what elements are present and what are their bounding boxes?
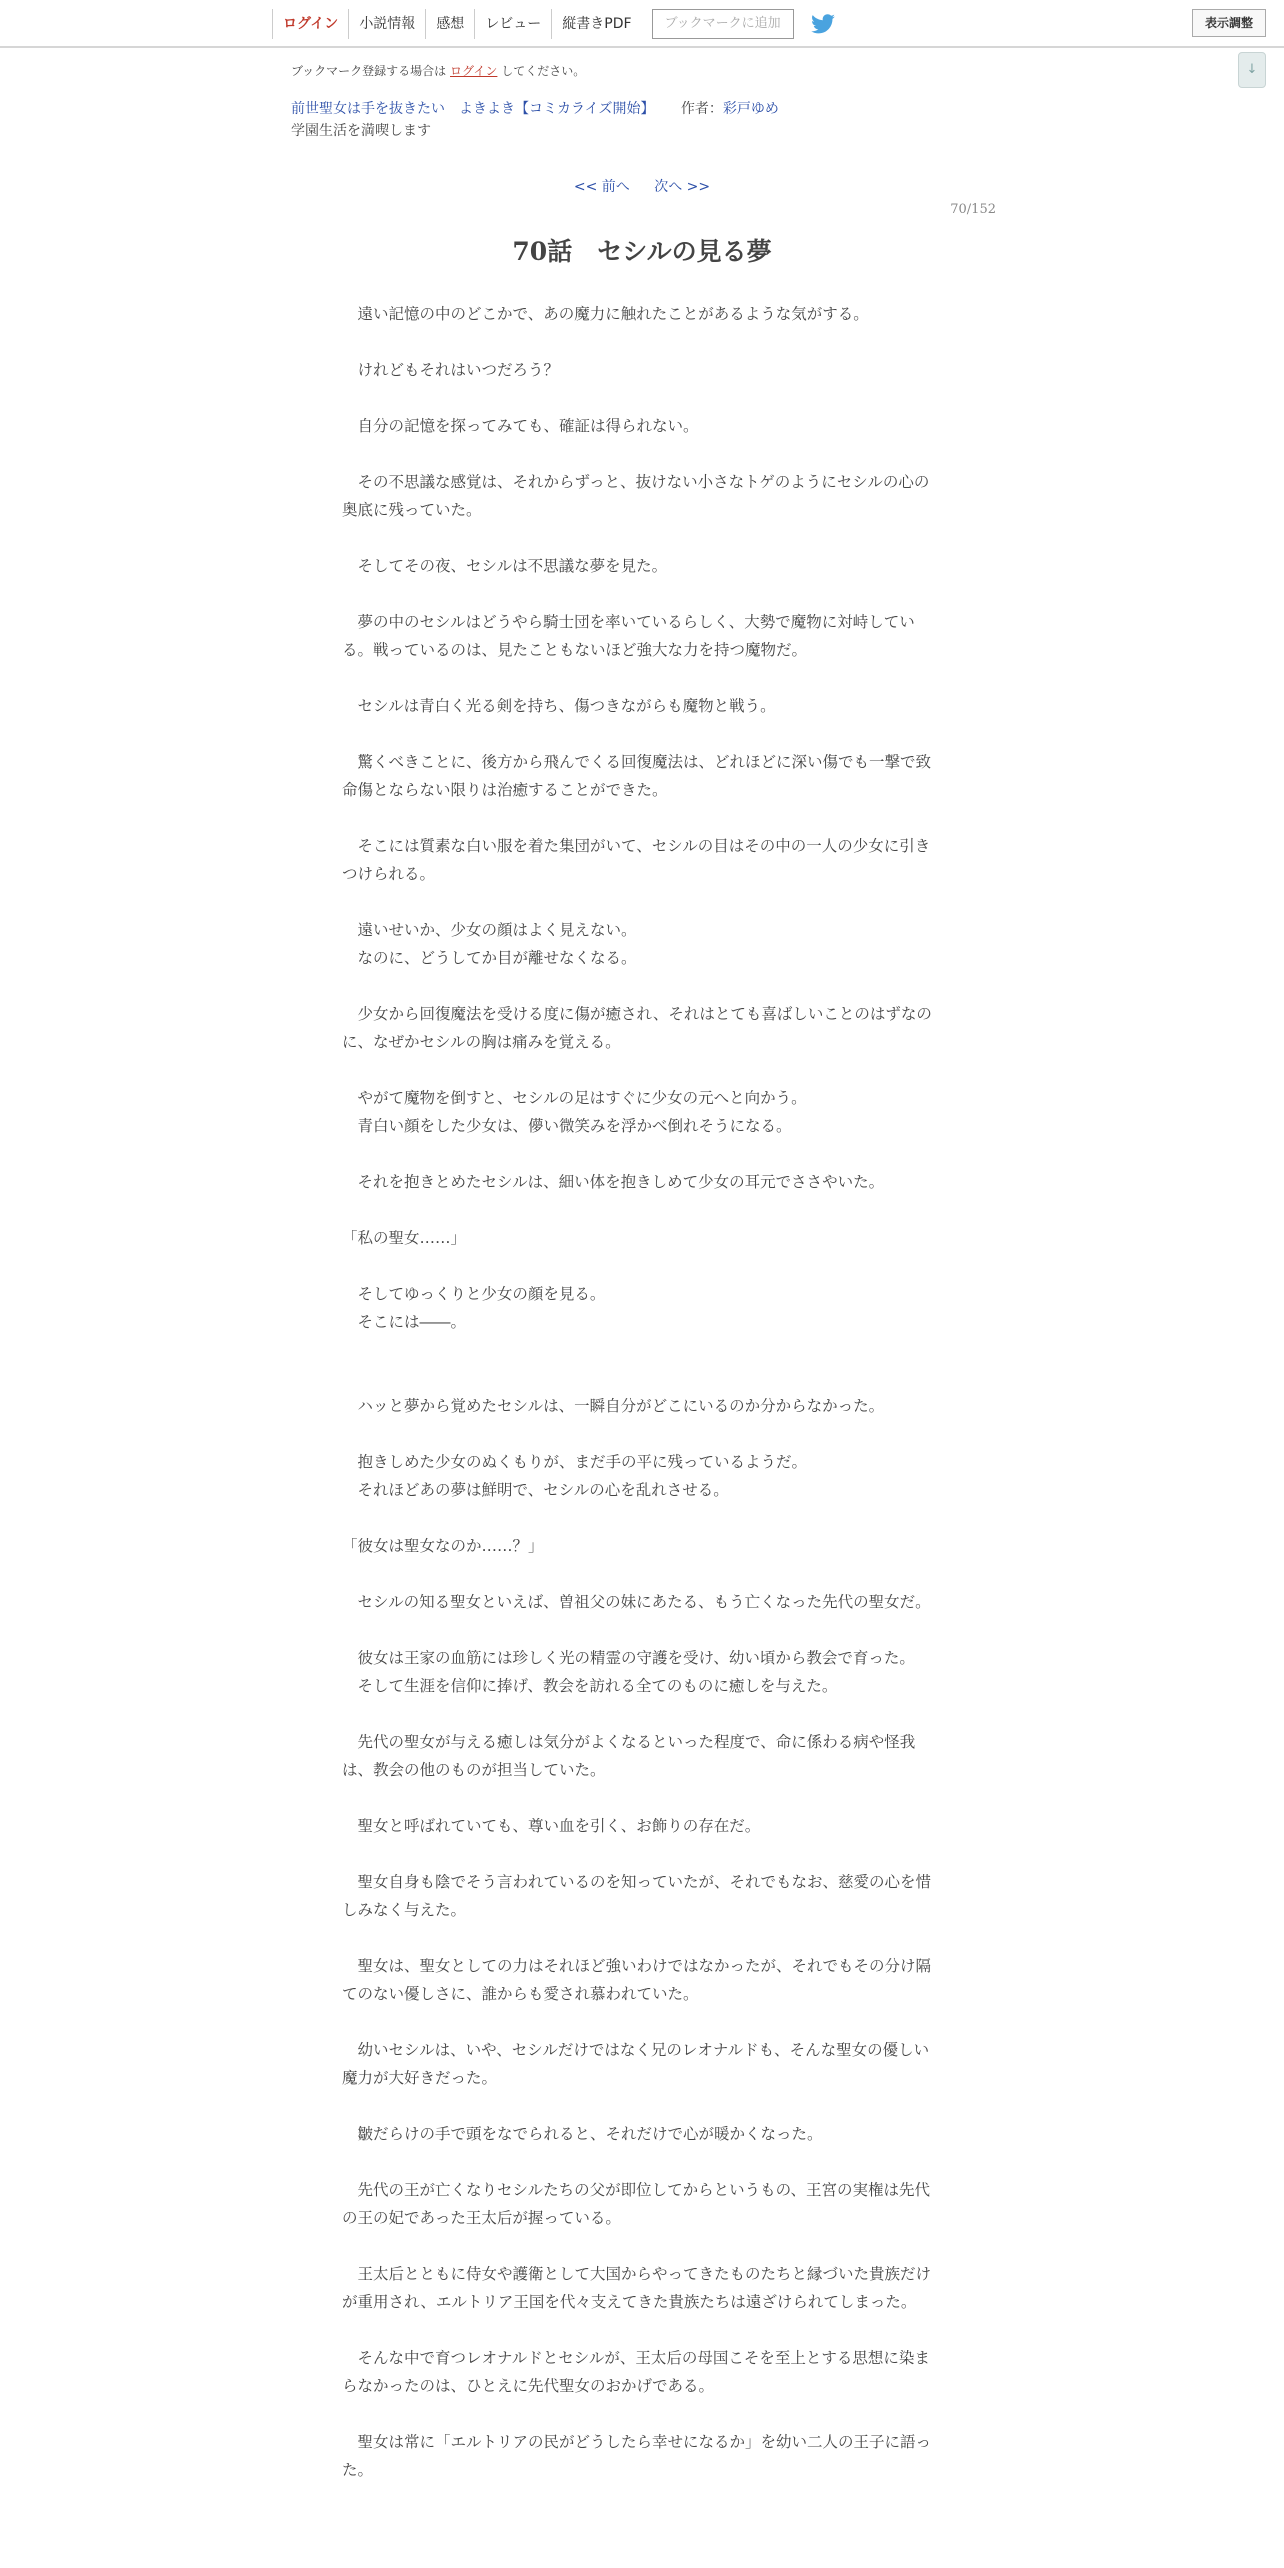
body-line xyxy=(342,2316,942,2344)
series-info xyxy=(291,98,779,118)
body-line xyxy=(342,1504,942,1532)
body-line: 彼女は王家の血筋には珍しく光の精霊の守護を受け、幼い頃から教会で育った。 xyxy=(342,1649,915,1667)
body-line xyxy=(342,1056,942,1084)
body-line: それほどあの夢は鮮明で、セシルの心を乱れさせる。 xyxy=(342,1481,729,1499)
series-title-link[interactable]: 前世聖女は手を抜きたい よきよき【コミカライズ開始】 xyxy=(291,101,655,117)
body-line: 青白い顔をした少女は、儚い微笑みを浮かべ倒れそうになる。 xyxy=(342,1117,792,1135)
chapter-group-title: 学園生活を満喫します xyxy=(291,123,431,139)
nav-novel-info-link[interactable]: 小説情報 xyxy=(348,9,425,39)
body-line xyxy=(342,1140,942,1168)
body-line: 「私の聖女……」 xyxy=(342,1229,467,1247)
notice-suffix: してください。 xyxy=(501,64,586,78)
body-line xyxy=(342,1840,942,1868)
author-label: 作者： xyxy=(680,101,723,117)
body-line xyxy=(342,1196,942,1224)
body-line xyxy=(342,524,942,552)
body-line xyxy=(342,1616,942,1644)
notice-prefix: ブックマーク登録する場合は xyxy=(291,64,447,78)
body-line xyxy=(342,1560,942,1588)
body-line xyxy=(342,1420,942,1448)
twitter-bird-icon[interactable] xyxy=(810,11,836,37)
body-line: 幼いセシルは、いや、セシルだけではなく兄のレオナルドも、そんな聖女の優しい魔力が大好きだった。 xyxy=(342,2041,930,2087)
body-line: 少女から回復魔法を受ける度に傷が癒され、それはとても喜ばしいことのはずなのに、なぜかセシルの胸は痛みを覚える。 xyxy=(342,1005,932,1051)
body-line: 先代の王が亡くなりセシルたちの父が即位してからというもの、王宮の実権は先代の王の妃であった王太后が握っている。 xyxy=(342,2181,930,2227)
display-adjust-button[interactable]: 表示調整 xyxy=(1192,9,1266,37)
chapter-page-count: 70/152 xyxy=(950,202,996,217)
body-line: 「彼女は聖女なのか……？」 xyxy=(342,1537,544,1555)
body-line: そこには――。 xyxy=(342,1313,467,1331)
body-line: セシルの知る聖女といえば、曽祖父の妹にあたる、もう亡くなった先代の聖女だ。 xyxy=(342,1593,931,1611)
body-line: それを抱きとめたセシルは、細い体を抱きしめて少女の耳元でささやいた。 xyxy=(342,1173,885,1191)
nav-impressions-link[interactable]: 感想 xyxy=(425,9,474,39)
body-line xyxy=(342,440,942,468)
body-line: そこには質素な白い服を着た集団がいて、セシルの目はその中の一人の少女に引きつけられる。 xyxy=(342,837,931,883)
author-link[interactable]: 彩戸ゆめ xyxy=(722,101,779,117)
body-line xyxy=(342,888,942,916)
body-line: なのに、どうしてか目が離せなくなる。 xyxy=(342,949,637,967)
body-line xyxy=(342,2400,942,2428)
nav-login-link[interactable]: ログイン xyxy=(272,9,348,39)
body-line xyxy=(342,1700,942,1728)
body-line xyxy=(342,720,942,748)
bookmark-login-notice xyxy=(291,62,585,79)
body-line: 聖女と呼ばれていても、尊い血を引く、お飾りの存在だ。 xyxy=(342,1817,761,1835)
body-line: 聖女は、聖女としての力はそれほど強いわけではなかったが、それでもその分け隔てのない優しさに、誰からも愛され慕われていた。 xyxy=(342,1957,932,2003)
add-bookmark-button[interactable]: ブックマークに追加 xyxy=(652,9,794,39)
chapter-title: 70話 セシルの見る夢 xyxy=(512,237,772,266)
body-line: その不思議な感覚は、それからずっと、抜けない小さなトゲのようにセシルの心の奥底に残っていた。 xyxy=(342,473,930,519)
body-line: そんな中で育つレオナルドとセシルが、王太后の母国こそを至上とする思想に染まらなかったのは、ひとえに先代聖女のおかげである。 xyxy=(342,2349,930,2395)
nav-review-link[interactable]: レビュー xyxy=(474,9,551,39)
body-line xyxy=(342,1364,942,1392)
top-nav-bar xyxy=(0,0,1284,48)
body-line xyxy=(342,1336,942,1364)
body-line xyxy=(342,2008,942,2036)
body-line: 抱きしめた少女のぬくもりが、まだ手の平に残っているようだ。 xyxy=(342,1453,808,1471)
next-chapter-link[interactable]: 次へ >> xyxy=(654,179,711,195)
body-line: 遠いせいか、少女の顔はよく見えない。 xyxy=(342,921,637,939)
body-line xyxy=(342,580,942,608)
body-line: 驚くべきことに、後方から飛んでくる回復魔法は、どれほどに深い傷でも一撃で致命傷とならない限りは治癒することができた。 xyxy=(342,753,932,799)
body-line: 王太后とともに侍女や護衛として大国からやってきたものたちと縁づいた貴族だけが重用され、エルトリア王国を代々支えてきた貴族たちは遠ざけられてしまった。 xyxy=(342,2265,932,2311)
body-line xyxy=(342,2232,942,2260)
body-line: 自分の記憶を探ってみても、確証は得られない。 xyxy=(342,417,699,435)
chapter-pager xyxy=(0,176,1284,196)
body-line xyxy=(342,384,942,412)
scroll-down-tab[interactable]: ↓ xyxy=(1238,52,1266,88)
prev-chapter-link[interactable]: << 前へ xyxy=(573,179,630,195)
body-line: けれどもそれはいつだろう？ xyxy=(342,361,560,379)
body-line: 遠い記憶の中のどこかで、あの魔力に触れたことがあるような気がする。 xyxy=(342,305,869,323)
body-line: やがて魔物を倒すと、セシルの足はすぐに少女の元へと向かう。 xyxy=(342,1089,807,1107)
body-line: 聖女自身も陰でそう言われているのを知っていたが、それでもなお、慈愛の心を惜しみなく与えた。 xyxy=(342,1873,932,1919)
nav-menu xyxy=(272,9,836,39)
body-line xyxy=(342,2092,942,2120)
body-line: そしてその夜、セシルは不思議な夢を見た。 xyxy=(342,557,668,575)
body-line xyxy=(342,1924,942,1952)
nav-vertical-pdf-link[interactable]: 縦書きPDF xyxy=(551,9,641,39)
body-line xyxy=(342,328,942,356)
body-line: 夢の中のセシルはどうやら騎士団を率いているらしく、大勢で魔物に対峙している。戦っているのは、見たこともないほど強大な力を持つ魔物だ。 xyxy=(342,613,915,659)
body-line xyxy=(342,1784,942,1812)
body-line xyxy=(342,2148,942,2176)
notice-login-link[interactable]: ログイン xyxy=(450,64,498,78)
chapter-body xyxy=(342,300,942,2484)
body-line xyxy=(342,664,942,692)
body-line xyxy=(342,1252,942,1280)
body-line: 先代の聖女が与える癒しは気分がよくなるといった程度で、命に係わる病や怪我は、教会の他のものが担当していた。 xyxy=(342,1733,916,1779)
body-line xyxy=(342,804,942,832)
body-line: 聖女は常に「エルトリアの民がどうしたら幸せになるか」を幼い二人の王子に語った。 xyxy=(342,2433,932,2479)
body-line: そして生涯を信仰に捧げ、教会を訪れる全てのものに癒しを与えた。 xyxy=(342,1677,838,1695)
body-line xyxy=(342,972,942,1000)
body-line: ハッと夢から覚めたセシルは、一瞬自分がどこにいるのか分からなかった。 xyxy=(342,1397,885,1415)
body-line: セシルは青白く光る剣を持ち、傷つきながらも魔物と戦う。 xyxy=(342,697,776,715)
body-line: そしてゆっくりと少女の顔を見る。 xyxy=(342,1285,606,1303)
body-line: 皺だらけの手で頭をなでられると、それだけで心が暖かくなった。 xyxy=(342,2125,823,2143)
